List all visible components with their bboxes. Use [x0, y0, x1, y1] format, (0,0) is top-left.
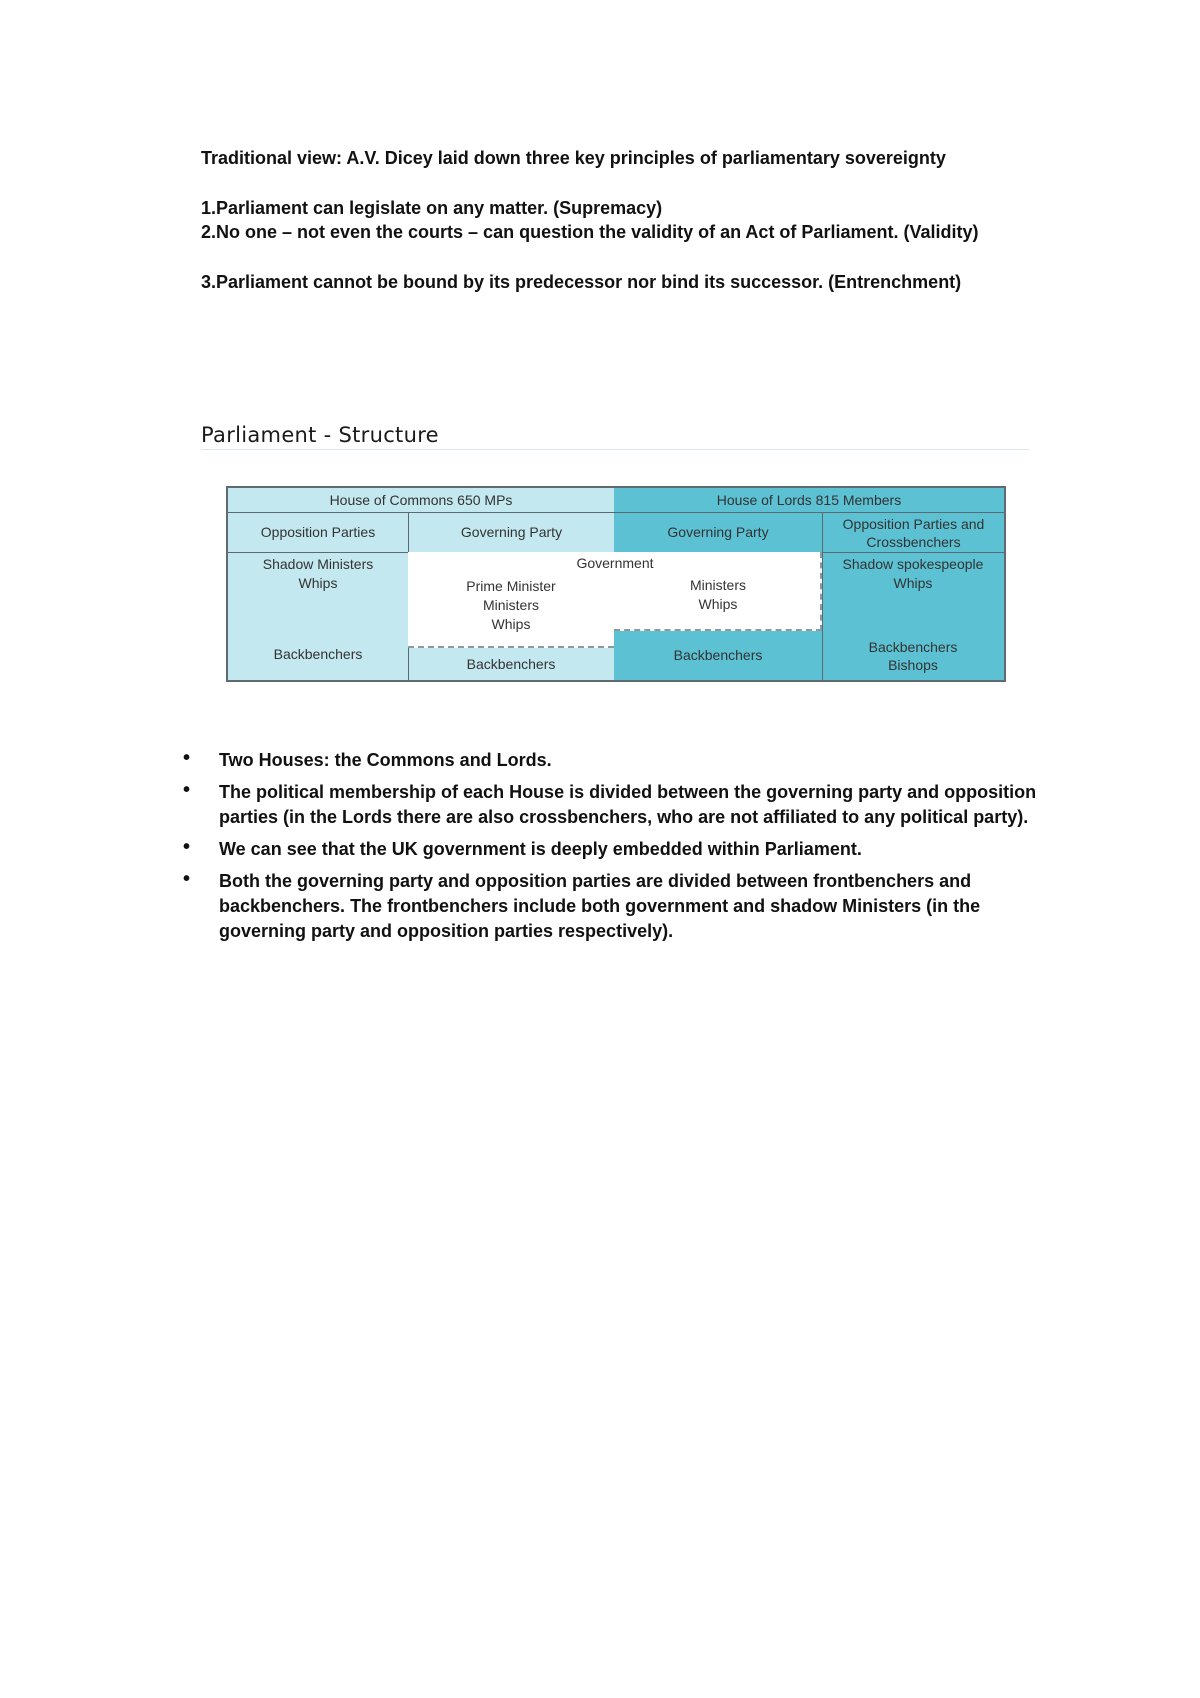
commons-governing-backbenchers: Backbenchers	[466, 655, 556, 672]
bullet-list	[183, 748, 1063, 951]
principle-2: 2.No one – not even the courts – can question the validity of an Act of Parliament. (Validity)	[201, 222, 979, 242]
lords-governing-backbenchers: Backbenchers	[673, 647, 763, 663]
list-item	[183, 780, 1063, 830]
principle-3: 3.Parliament cannot be bound by its predecessor nor bind its successor. (Entrenchment)	[201, 272, 962, 292]
commons-government-members: Prime Minister Ministers Whips	[466, 577, 556, 632]
lords-shadow-spokespeople: Shadow spokespeople Whips	[842, 556, 984, 591]
section-title: Parliament - Structure	[201, 423, 1029, 450]
commons-header: House of Commons 650 MPs	[228, 488, 614, 512]
commons-opposition-backbenchers: Backbenchers	[273, 645, 363, 662]
lords-opposition-backbenchers: Backbenchers Bishops	[868, 639, 958, 673]
lords-opposition-crossbenchers: Opposition Parties and Crossbenchers	[822, 512, 1004, 552]
commons-opposition-parties: Opposition Parties	[228, 512, 408, 552]
commons-governing-party: Governing Party	[408, 512, 614, 552]
bullet-icon: •	[183, 868, 191, 890]
list-item	[183, 869, 1063, 944]
list-item	[183, 837, 1063, 862]
bullet-icon: •	[183, 836, 191, 858]
principle-1: 1.Parliament can legislate on any matter. (Supremacy)	[201, 198, 663, 218]
intro-heading: Traditional view: A.V. Dicey laid down three key principles of parliamentary sovereignty	[201, 148, 946, 168]
parliament-structure-diagram	[226, 486, 1006, 682]
commons-shadow-ministers: Shadow Ministers Whips	[262, 556, 374, 591]
bullet-text: Both the governing party and opposition parties are divided between frontbenchers and backbenchers. The frontbenchers include both government and shadow Ministers (in the governing party and opposition parties respectively).	[219, 871, 981, 941]
bullet-icon: •	[183, 779, 191, 801]
list-item	[183, 748, 1063, 773]
lords-government-members: Ministers Whips	[689, 577, 746, 612]
lords-header: House of Lords 815 Members	[614, 488, 1004, 512]
bullet-text: We can see that the UK government is deeply embedded within Parliament.	[219, 839, 862, 859]
bullet-text: Two Houses: the Commons and Lords.	[219, 750, 552, 770]
bullet-icon: •	[183, 747, 191, 769]
government-label: Government	[576, 554, 654, 571]
intro-block	[201, 146, 1101, 294]
bullet-text: The political membership of each House is divided between the governing party and opposition parties (in the Lords there are also crossbenchers, who are not affiliated to any political party).	[219, 782, 1037, 827]
lords-governing-party: Governing Party	[614, 512, 822, 552]
